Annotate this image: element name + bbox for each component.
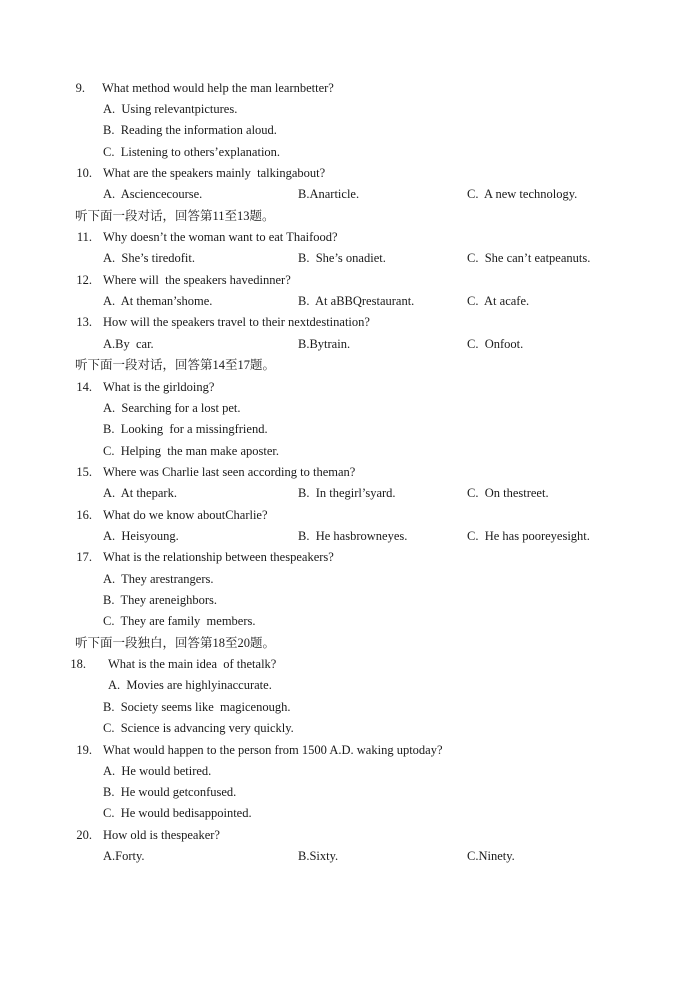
question-number: 17. — [76, 550, 92, 564]
question-number: 10. — [76, 166, 92, 180]
option-a: A. They arestrangers. — [103, 572, 214, 586]
option-c: C. He has pooreyesight. — [467, 529, 590, 543]
question-number: 16. — [76, 508, 92, 522]
question-number: 20. — [76, 828, 92, 842]
option-c: C. She can’t eatpeanuts. — [467, 251, 591, 265]
question-text: What is the main idea of thetalk? — [108, 657, 277, 671]
option-c: C. He would bedisappointed. — [103, 806, 252, 820]
question-text: How will the speakers travel to their nextdestination? — [103, 315, 370, 329]
question-number: 14. — [76, 380, 92, 394]
option-a: A. At thepark. — [103, 486, 177, 500]
question-text: Where was Charlie last seen according to theman? — [103, 465, 356, 479]
option-b: B. They areneighbors. — [103, 593, 217, 607]
option-c: C. At acafe. — [467, 294, 530, 308]
option-c: C. Onfoot. — [467, 337, 524, 351]
option-b: B.Bytrain. — [298, 337, 351, 351]
option-a: A. Searching for a lost pet. — [103, 401, 241, 415]
question-text: What are the speakers mainly talkingabout? — [103, 166, 326, 180]
option-b: B. At aBBQrestaurant. — [298, 294, 415, 308]
section-heading: 听下面一段独白，回答第18至20题。 — [75, 636, 276, 650]
question-number: 11. — [76, 230, 92, 244]
option-a: A. Asciencecourse. — [103, 187, 203, 201]
option-b: B. He would getconfused. — [103, 785, 237, 799]
question-text: How old is thespeaker? — [103, 828, 220, 842]
question-number: 13. — [76, 315, 92, 329]
option-c: C. Science is advancing very quickly. — [103, 721, 294, 735]
question-text: What do we know aboutCharlie? — [103, 508, 268, 522]
option-c: C. They are family members. — [103, 614, 256, 628]
option-a: A.By car. — [103, 337, 154, 351]
option-b: B. He hasbrowneyes. — [298, 529, 408, 543]
option-a: A.Forty. — [103, 849, 145, 863]
option-a: A. At theman’shome. — [103, 294, 213, 308]
question-number: 12. — [76, 273, 92, 287]
section-heading: 听下面一段对话，回答第11至13题。 — [75, 209, 275, 223]
option-c: C. A new technology. — [467, 187, 578, 201]
option-c: C. On thestreet. — [467, 486, 549, 500]
section-heading: 听下面一段对话，回答第14至17题。 — [75, 358, 276, 372]
question-text: What method would help the man learnbetter? — [102, 81, 334, 95]
option-a: A. Movies are highlyinaccurate. — [108, 678, 272, 692]
option-c: C. Helping the man make aposter. — [103, 444, 280, 458]
question-text: What is the relationship between thespeakers? — [103, 550, 334, 564]
option-a: A. She’s tiredofit. — [103, 251, 196, 265]
option-a: A. Using relevantpictures. — [103, 102, 238, 116]
option-c: C.Ninety. — [467, 849, 515, 863]
question-number: 9. — [75, 81, 85, 95]
option-a: A. He would betired. — [103, 764, 212, 778]
option-b: B. Looking for a missingfriend. — [103, 422, 268, 436]
question-text: Why doesn’t the woman want to eat Thaifood? — [103, 230, 338, 244]
question-text: What is the girldoing? — [103, 380, 215, 394]
option-b: B.Anarticle. — [298, 187, 360, 201]
option-b: B. She’s onadiet. — [298, 251, 386, 265]
option-b: B. In thegirl’syard. — [298, 486, 396, 500]
option-b: B. Reading the information aloud. — [103, 123, 277, 137]
question-number: 15. — [76, 465, 92, 479]
question-text: What would happen to the person from 1500 A.D. waking uptoday? — [103, 743, 443, 757]
option-b: B.Sixty. — [298, 849, 339, 863]
question-number: 19. — [76, 743, 92, 757]
option-a: A. Heisyoung. — [103, 529, 179, 543]
question-text: Where will the speakers havedinner? — [103, 273, 291, 287]
option-c: C. Listening to others’explanation. — [103, 145, 281, 159]
option-b: B. Society seems like magicenough. — [103, 700, 291, 714]
question-number: 18. — [70, 657, 86, 671]
